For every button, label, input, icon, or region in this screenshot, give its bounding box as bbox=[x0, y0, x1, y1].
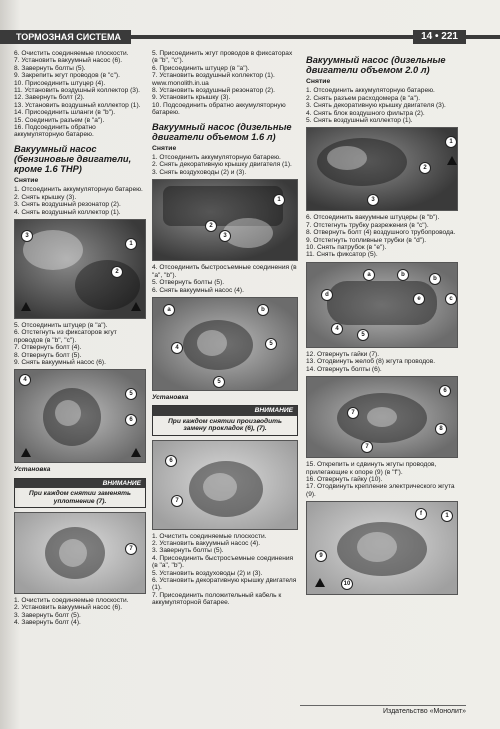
publisher-footer: Издательство «Монолит» bbox=[382, 708, 466, 715]
bracket-photo: 6 7 8 7 bbox=[306, 376, 458, 458]
step-item: 2. Установить вакуумный насос (6). bbox=[14, 604, 123, 612]
step-item: 4. Снять блок воздушного фильтра (2). bbox=[306, 109, 425, 117]
step-item: 1. Отсоединить аккумуляторную батарею. bbox=[14, 186, 143, 194]
step-item: 13. Установить воздушный коллектор (1). bbox=[14, 101, 141, 109]
step-item: 6. Снять вакуумный насос (4). bbox=[152, 286, 244, 294]
step-item: 2. Установить вакуумный насос (4). bbox=[152, 539, 261, 547]
step-item: 10. Подсоединить обратно аккумуляторную батарею. bbox=[152, 101, 286, 117]
wiring-photo: f 1 9 10 bbox=[306, 501, 458, 595]
warning-text: При каждом снятии производить замену прокладок (6), (7). bbox=[168, 417, 282, 433]
step-item: 16. Отвернуть гайку (10). bbox=[306, 475, 383, 483]
step-item: 14. Присоединить шланги (в "b"). bbox=[14, 109, 116, 117]
step-item: 1. Очистить соединяемые плоскости. bbox=[152, 532, 267, 540]
column-2 bbox=[152, 50, 298, 607]
step-item: 4. Снять воздушный коллектор (1). bbox=[14, 208, 121, 216]
step-item: 3. Снять декоративную крышку двигателя (3). bbox=[306, 102, 446, 110]
step-item: 3. Завернуть болт (5). bbox=[14, 611, 81, 619]
step-item: 9. Установить крышку (3). bbox=[152, 94, 231, 102]
col1-intro-list bbox=[14, 50, 146, 139]
step-item: 13. Отодвинуть желоб (8) жгута проводов. bbox=[306, 358, 436, 366]
step-item: 16. Подсоединить обратно аккумуляторную батарею. bbox=[14, 124, 96, 139]
step-item: 14. Отвернуть болты (6). bbox=[306, 365, 382, 373]
step-item: 6. Очистить соединяемые плоскости. bbox=[14, 50, 129, 57]
step-item: 4. Присоединить быстросъемные соединения (в "а", "b"). bbox=[152, 554, 294, 570]
step-item: 15. Открепить и сдвинуть жгуты проводов, прилегающие к опоре (9) (в "f"). bbox=[306, 461, 437, 476]
step-item: 12. Завернуть болт (2). bbox=[14, 94, 85, 102]
step-item: 1. Очистить соединяемые плоскости. bbox=[14, 596, 129, 604]
pump-location-photo: a b 4 5 5 bbox=[152, 297, 298, 391]
subsection-heading: Снятие bbox=[152, 144, 177, 152]
warning-title: ВНИМАНИЕ bbox=[153, 406, 297, 415]
footer-rule bbox=[300, 705, 466, 706]
step-item: 10. Присоединить штуцер (4). bbox=[14, 79, 106, 87]
section-heading: Вакуумный насос (дизельные двигатели объемом 1.6 л) bbox=[152, 121, 292, 142]
step-item: 8. Отвернуть болт (4) воздушного трубопровода. bbox=[306, 229, 456, 237]
step-item: 7. Присоединить положительный кабель к аккумуляторной батарее. bbox=[152, 591, 282, 607]
step-item: 7. Установить воздушный коллектор (1). www.monolith.in.ua bbox=[152, 72, 275, 87]
step-item: 4. Отсоединить быстросъемные соединения (в "а", "b"). bbox=[152, 264, 297, 279]
step-item: 7. Установить вакуумный насос (6). bbox=[14, 57, 123, 65]
step-item: 6. Присоединить штуцер (в "а"). bbox=[152, 64, 250, 72]
step-item: 2. Снять декоративную крышку двигателя (1). bbox=[152, 161, 292, 169]
air-filter-photo: 1 2 3 bbox=[306, 127, 458, 211]
step-item: 11. Снять фиксатор (5). bbox=[306, 251, 378, 259]
subsection-heading: Установка bbox=[14, 466, 51, 474]
step-item: 8. Установить воздушный резонатор (2). bbox=[152, 87, 275, 95]
step-item: 3. Снять воздушный резонатор (2). bbox=[14, 201, 121, 209]
warning-note bbox=[14, 478, 146, 508]
step-item: 7. Отвернуть болт (4). bbox=[14, 344, 82, 352]
column-3 bbox=[306, 50, 458, 598]
step-item: 8. Завернуть болты (5). bbox=[14, 64, 86, 72]
warning-title: ВНИМАНИЕ bbox=[15, 479, 145, 488]
step-item: 15. Соединить разъем (в "а"). bbox=[14, 116, 105, 124]
step-item: 5. Отвернуть болты (5). bbox=[152, 279, 225, 287]
warning-note bbox=[152, 405, 298, 435]
step-item: 1. Отсоединить аккумуляторную батарею. bbox=[306, 87, 435, 95]
page-header bbox=[0, 30, 500, 44]
step-item: 9. Снять вакуумный насос (6). bbox=[14, 358, 106, 366]
step-item: 5. Отсоединить штуцер (в "а"). bbox=[14, 321, 108, 329]
step-item: 6. Отсоединить вакуумные штуцеры (в "b"). bbox=[306, 214, 440, 222]
step-item: 8. Отвернуть болт (5). bbox=[14, 351, 82, 359]
warning-text: При каждом снятии заменять уплотнение (7). bbox=[29, 490, 131, 505]
step-item: 4. Завернуть болт (4). bbox=[14, 619, 81, 627]
section-heading: Вакуумный насос (дизельные двигатели объемом 2.0 л) bbox=[306, 55, 446, 75]
pump-photo: 5 6 4 bbox=[14, 369, 146, 463]
step-item: 12. Отвернуть гайки (7). bbox=[306, 350, 380, 358]
step-item: 11. Установить воздушный коллектор (3). bbox=[14, 87, 140, 95]
pipes-photo: a b b d e c 4 5 bbox=[306, 262, 458, 348]
step-item: 9. Отстегнуть топливные трубки (в "d"). bbox=[306, 236, 427, 244]
seal-photo: 7 bbox=[14, 512, 146, 594]
engine-cover-photo: 1 2 3 bbox=[152, 179, 298, 261]
step-item: 1. Отсоединить аккумуляторную батарею. bbox=[152, 154, 281, 162]
subsection-heading: Установка bbox=[152, 393, 189, 401]
step-item: 5. Снять воздушный коллектор (1). bbox=[306, 117, 413, 125]
step-item: 5. Присоединить жгут проводов в фиксаторах (в "b", "с"). bbox=[152, 50, 293, 65]
section-title: ТОРМОЗНАЯ СИСТЕМА bbox=[0, 30, 131, 44]
section-heading: Вакуумный насос (бензиновые двигатели, кроме 1.6 THP) bbox=[14, 143, 132, 174]
engine-photo: 1 3 2 bbox=[14, 219, 146, 319]
step-item: 2. Снять разъем расходомера (в "а"). bbox=[306, 94, 421, 102]
column-1 bbox=[14, 50, 146, 627]
step-item: 6. Установить декоративную крышку двигателя (1). bbox=[152, 576, 297, 592]
step-item: 3. Завернуть болты (5). bbox=[152, 547, 224, 555]
step-item: 17. Отодвинуть крепление электрического жгута (9). bbox=[306, 483, 455, 498]
page-number: 14 • 221 bbox=[413, 30, 466, 44]
step-item: 3. Снять воздуховоды (2) и (3). bbox=[152, 168, 247, 176]
step-item: 2. Снять крышку (3). bbox=[14, 193, 77, 201]
step-item: 9. Закрепить жгут проводов (в "с"). bbox=[14, 72, 120, 80]
step-item: 5. Установить воздуховоды (2) и (3). bbox=[152, 569, 263, 577]
subsection-heading: Снятие bbox=[306, 78, 331, 85]
vacuum-pump-photo: 6 7 bbox=[152, 440, 298, 530]
step-item: 6. Отстегнуть из фиксаторов жгут проводов (в "b", "с"). bbox=[14, 329, 117, 344]
step-item: 7. Отстегнуть трубку разрежения (в "с"). bbox=[306, 221, 429, 229]
subsection-heading: Снятие bbox=[14, 176, 39, 184]
step-item: 10. Снять патрубок (в "е"). bbox=[306, 244, 387, 252]
